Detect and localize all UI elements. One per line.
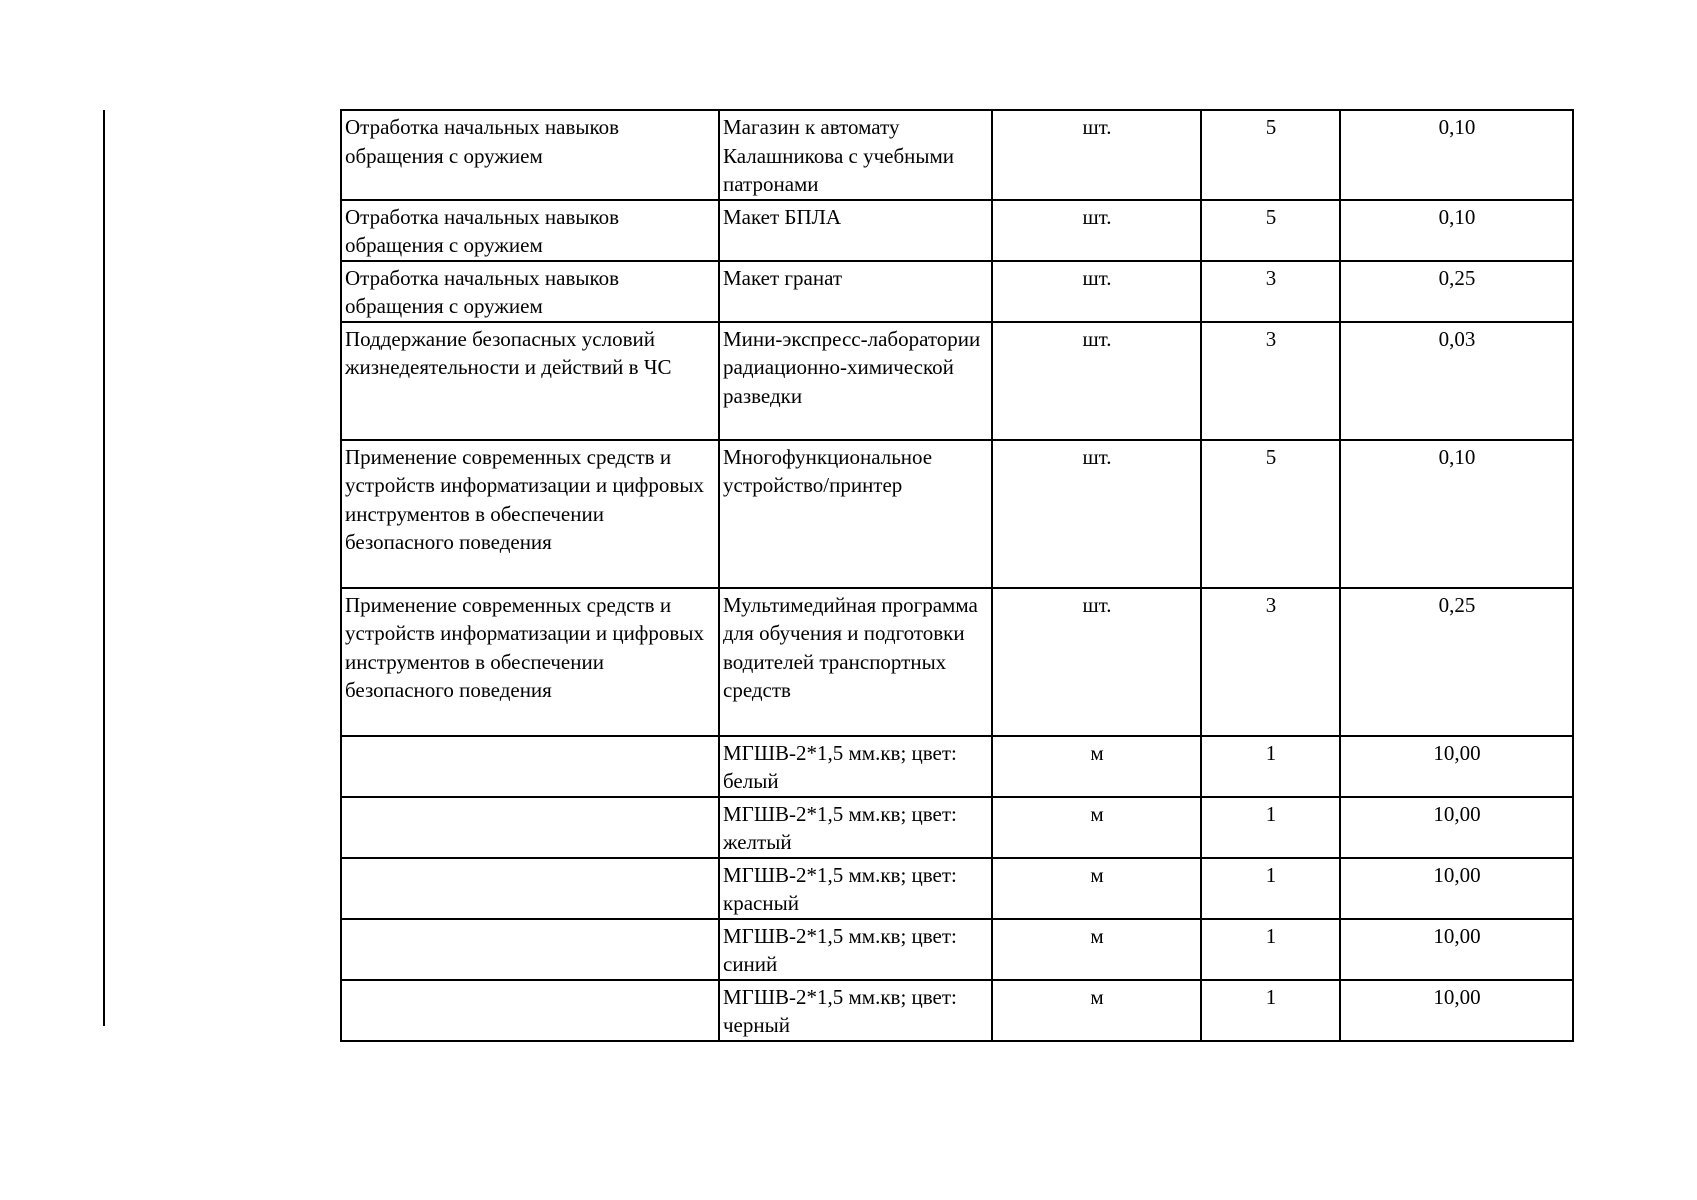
quantity-cell: 1 bbox=[1201, 919, 1340, 980]
quantity-cell: 5 bbox=[1201, 440, 1340, 588]
activity-cell: Отработка начальных навыков обращения с оружием bbox=[341, 200, 719, 261]
activity-cell bbox=[341, 736, 719, 797]
norm-cell: 10,00 bbox=[1340, 736, 1573, 797]
quantity-cell: 3 bbox=[1201, 261, 1340, 322]
item-cell: Макет гранат bbox=[719, 261, 992, 322]
activity-cell: Отработка начальных навыков обращения с оружием bbox=[341, 110, 719, 200]
unit-cell: м bbox=[992, 858, 1201, 919]
item-cell: Многофункциональное устройство/принтер bbox=[719, 440, 992, 588]
activity-cell: Применение современных средств и устройств информатизации и цифровых инструментов в обеспечении безопасного поведения bbox=[341, 440, 719, 588]
unit-cell: м bbox=[992, 980, 1201, 1041]
table-row bbox=[341, 980, 1573, 1041]
item-cell: МГШВ-2*1,5 мм.кв; цвет: черный bbox=[719, 980, 992, 1041]
unit-cell: м bbox=[992, 736, 1201, 797]
activity-cell bbox=[341, 919, 719, 980]
quantity-cell: 1 bbox=[1201, 736, 1340, 797]
table-row bbox=[341, 110, 1573, 200]
quantity-cell: 5 bbox=[1201, 200, 1340, 261]
norm-cell: 10,00 bbox=[1340, 797, 1573, 858]
activity-cell: Поддержание безопасных условий жизнедеятельности и действий в ЧС bbox=[341, 322, 719, 440]
item-cell: МГШВ-2*1,5 мм.кв; цвет: синий bbox=[719, 919, 992, 980]
unit-cell: шт. bbox=[992, 200, 1201, 261]
table-row bbox=[341, 322, 1573, 440]
activity-cell bbox=[341, 980, 719, 1041]
norm-cell: 0,25 bbox=[1340, 261, 1573, 322]
item-cell: Макет БПЛА bbox=[719, 200, 992, 261]
norm-cell: 10,00 bbox=[1340, 919, 1573, 980]
table-row bbox=[341, 261, 1573, 322]
table-row bbox=[341, 588, 1573, 736]
quantity-cell: 1 bbox=[1201, 980, 1340, 1041]
norm-cell: 10,00 bbox=[1340, 980, 1573, 1041]
activity-cell: Применение современных средств и устройств информатизации и цифровых инструментов в обеспечении безопасного поведения bbox=[341, 588, 719, 736]
item-cell: Мини-экспресс-лаборатории радиационно-химической разведки bbox=[719, 322, 992, 440]
unit-cell: м bbox=[992, 919, 1201, 980]
quantity-cell: 3 bbox=[1201, 588, 1340, 736]
table-row bbox=[341, 919, 1573, 980]
quantity-cell: 1 bbox=[1201, 858, 1340, 919]
table-row bbox=[341, 797, 1573, 858]
norm-cell: 0,10 bbox=[1340, 110, 1573, 200]
activity-cell bbox=[341, 858, 719, 919]
norm-cell: 0,25 bbox=[1340, 588, 1573, 736]
item-cell: Мультимедийная программа для обучения и подготовки водителей транспортных средств bbox=[719, 588, 992, 736]
unit-cell: шт. bbox=[992, 110, 1201, 200]
activity-cell bbox=[341, 797, 719, 858]
item-cell: Магазин к автомату Калашникова с учебными патронами bbox=[719, 110, 992, 200]
item-cell: МГШВ-2*1,5 мм.кв; цвет: белый bbox=[719, 736, 992, 797]
unit-cell: шт. bbox=[992, 440, 1201, 588]
table-row bbox=[341, 440, 1573, 588]
unit-cell: шт. bbox=[992, 261, 1201, 322]
norm-cell: 0,10 bbox=[1340, 440, 1573, 588]
item-cell: МГШВ-2*1,5 мм.кв; цвет: желтый bbox=[719, 797, 992, 858]
activity-cell: Отработка начальных навыков обращения с оружием bbox=[341, 261, 719, 322]
norm-cell: 0,03 bbox=[1340, 322, 1573, 440]
norm-cell: 0,10 bbox=[1340, 200, 1573, 261]
table-row bbox=[341, 736, 1573, 797]
unit-cell: м bbox=[992, 797, 1201, 858]
norm-cell: 10,00 bbox=[1340, 858, 1573, 919]
unit-cell: шт. bbox=[992, 322, 1201, 440]
page-margin-line bbox=[103, 110, 105, 1026]
unit-cell: шт. bbox=[992, 588, 1201, 736]
quantity-cell: 3 bbox=[1201, 322, 1340, 440]
table-row bbox=[341, 200, 1573, 261]
quantity-cell: 5 bbox=[1201, 110, 1340, 200]
quantity-cell: 1 bbox=[1201, 797, 1340, 858]
table-row bbox=[341, 858, 1573, 919]
item-cell: МГШВ-2*1,5 мм.кв; цвет: красный bbox=[719, 858, 992, 919]
equipment-table bbox=[340, 109, 1574, 1042]
